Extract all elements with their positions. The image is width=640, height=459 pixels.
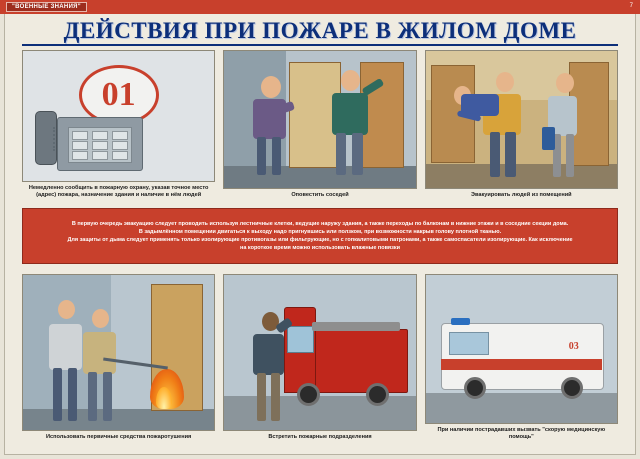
illustration-ambulance (425, 274, 618, 424)
page-number: 7 (629, 3, 633, 9)
row-top (22, 50, 618, 200)
ambulance-window (449, 332, 489, 355)
person-resident (243, 76, 300, 175)
fire-ladder (312, 322, 400, 331)
panel-meet-fire-units (223, 274, 416, 442)
caption: Встретить пожарные подразделения (268, 434, 372, 441)
top-bar (0, 0, 640, 14)
banner-line-4: на короткое время можно использовать влажные повязки (240, 245, 400, 252)
caption: Немедленно сообщить в пожарную охрану, указав точное место (адрес) пожара, назначение здания и наличие в нём людей (28, 184, 209, 199)
wheel (366, 383, 389, 406)
ambulance-number: 03 (568, 340, 579, 352)
illustration-fire-truck (223, 274, 416, 431)
illustration-evacuation (425, 50, 618, 189)
panel-call-ambulance (425, 274, 618, 442)
wheel (464, 377, 486, 399)
caption: При наличии пострадавших вызвать "скорую медицинскую помощь" (437, 426, 606, 441)
wheel (561, 377, 583, 399)
person-woman-with-bag (540, 73, 590, 177)
caption: Оповестить соседей (291, 192, 349, 199)
wheel (297, 383, 320, 406)
illustration-phone (22, 50, 215, 182)
banner-line-2: В задымлённом помещении двигаться к выходу надо пригнувшись или ползком, при возможности накрыв голову плотной тканью. (138, 228, 502, 235)
instruction-banner (22, 208, 618, 264)
illustration-extinguishing (22, 274, 215, 431)
person-firefighting-2 (73, 309, 130, 421)
emergency-number-badge: 01 (79, 65, 159, 125)
title-divider (22, 44, 618, 46)
panel-call-fire-brigade (22, 50, 215, 200)
ambulance-stripe (441, 359, 602, 369)
panel-use-primary-extinguishing-means (22, 274, 215, 442)
panel-notify-neighbours (223, 50, 416, 200)
page-title: ДЕЙСТВИЯ ПРИ ПОЖАРЕ В ЖИЛОМ ДОМЕ (63, 18, 577, 43)
person-signalling (243, 312, 297, 421)
person-knocking (324, 70, 389, 174)
panel-evacuate-people (425, 50, 618, 200)
phone-cord (53, 127, 65, 151)
caption: Использовать первичные средства пожаротушения (46, 434, 192, 441)
beacon-light (451, 318, 470, 325)
banner-line-3: Для защиты от дыма следует применять только изолирующие противогазы или фильтрующие, но с гопкалитовыми патронами, а также самоспасатели изолирующие. Как исключение (67, 237, 573, 243)
row-bottom (22, 274, 618, 442)
banner-line-1: В первую очередь эвакуацию следует проводить используя лестничные клетки, ведущие наружу здания, а также переходы по балконам в нижние этажи и в соседние секции дома. (71, 220, 569, 227)
illustration-notify-neighbours (223, 50, 416, 189)
caption: Эвакуировать людей из помещений (471, 192, 572, 199)
telephone-icon (57, 117, 143, 171)
publisher-tag: "ВОЕННЫЕ ЗНАНИЯ" (6, 2, 87, 12)
person-victim (452, 81, 513, 152)
